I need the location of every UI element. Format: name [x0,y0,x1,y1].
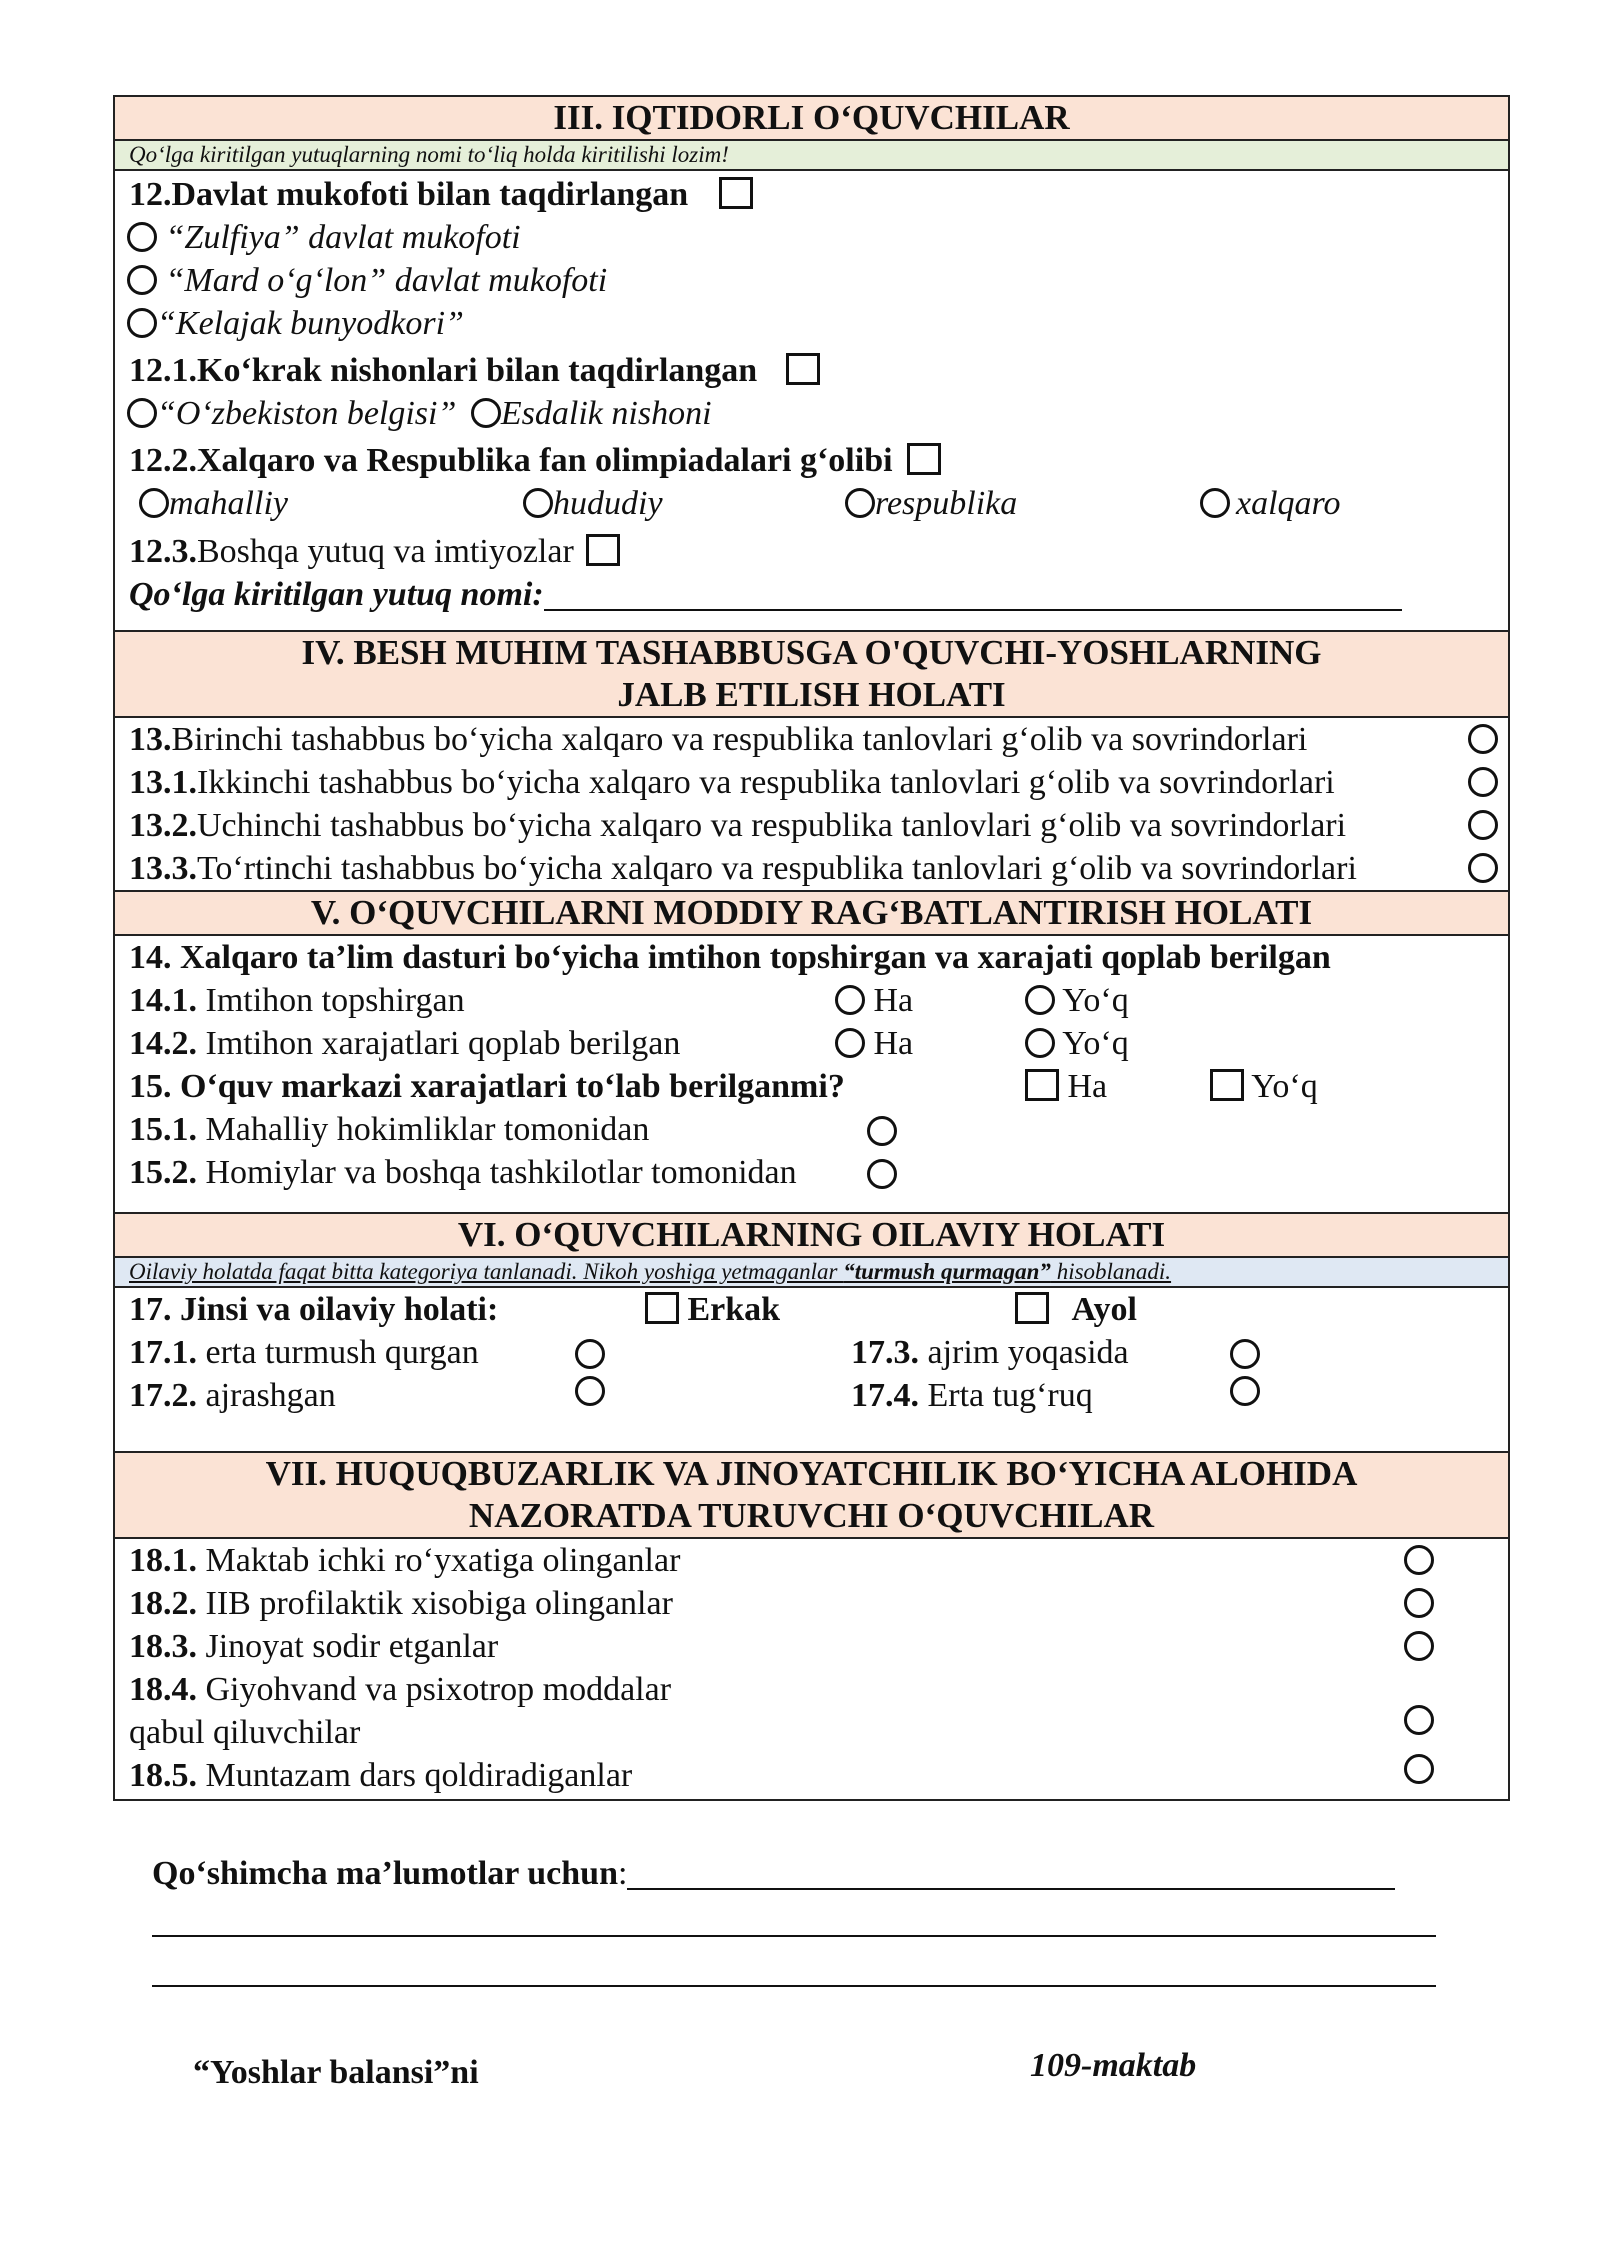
qoshimcha-line-2[interactable] [152,1935,1436,1937]
hududiy-label: hududiy [553,485,663,522]
hududiy-option [523,482,663,525]
ayol-label: Ayol [1071,1291,1137,1328]
note-text-c: hisoblanadi. [1050,1259,1172,1284]
q14-1-yoq-radio[interactable] [1025,985,1055,1015]
q18-1-radio[interactable] [1404,1545,1434,1575]
q15-ha-option [1025,1065,1107,1108]
q17-2-4-row [115,1374,1508,1451]
q17-4-number: 17.4. [851,1377,919,1414]
q18-2-row [115,1582,1508,1625]
q14-1-ha-option [835,979,913,1022]
section-v [115,890,1508,1212]
olimpiada-levels-row [115,482,1508,530]
q13-row [115,718,1508,761]
q12-3-row [115,530,1508,573]
q14-row [115,936,1508,979]
q12-1-label: 12.1.Ko‘krak nishonlari bilan taqdirlangan [129,352,758,389]
q15-1-radio[interactable] [867,1116,897,1146]
q13-radio[interactable] [1468,724,1498,754]
q15-yoq-option [1210,1065,1318,1108]
q15-1-row [115,1108,1508,1151]
q14-label: 14. Xalqaro ta’lim dasturi bo‘yicha imtihon topshirgan va xarajati qoplab berilgan [129,939,1331,976]
q14-1-yoq-option [1025,979,1129,1022]
q15-row [115,1065,1508,1108]
q12-2-label: 12.2.Xalqaro va Respublika fan olimpiadalari g‘olibi [129,442,893,479]
q12-3-number: 12.3. [129,533,197,570]
q13-1-radio[interactable] [1468,767,1498,797]
q18-1-label: Maktab ichki ro‘yxatiga olinganlar [205,1542,681,1579]
q14-2-yoq-label: Yo‘q [1062,1025,1129,1062]
q15-ha-checkbox[interactable] [1025,1069,1059,1101]
section-iii [115,97,1508,630]
opt-mard-row [115,259,1508,302]
zulfiya-label: “Zulfiya” davlat mukofoti [165,219,521,256]
q14-2-number: 14.2. [129,1025,197,1062]
q13-label: Birinchi tashabbus bo‘yicha xalqaro va respublika tanlovlari g‘olib va sovrindorlari [171,721,1308,758]
section-iv-title [115,632,1508,718]
q17-3-number: 17.3. [851,1334,919,1371]
mahalliy-option [139,482,288,525]
mahalliy-radio[interactable] [139,488,169,518]
q18-4-cont-row [115,1711,1508,1754]
q18-5-label: Muntazam dars qoldiradiganlar [205,1757,633,1794]
q18-5-number: 18.5. [129,1757,197,1794]
section-vi [115,1212,1508,1451]
q12-1-row [115,345,1508,392]
q14-2-yoq-option [1025,1022,1129,1065]
q17-2-number: 17.2. [129,1377,197,1414]
q12-checkbox[interactable] [719,177,753,209]
yoshlar-balansi-label: “Yoshlar balansi”ni [193,2054,479,2091]
q17-3-radio[interactable] [1230,1339,1260,1369]
section-vii-title-line2: NAZORATDA TURUVCHI O‘QUVCHILAR [468,1496,1155,1535]
q13-3-number: 13.3. [129,850,197,887]
q18-2-label: IIB profilaktik xisobiga olinganlar [205,1585,673,1622]
erkak-option [645,1288,780,1331]
respublika-option [845,482,1017,525]
q15-2-label: Homiylar va boshqa tashkilotlar tomonidan [205,1154,797,1191]
xalqaro-radio[interactable] [1200,488,1230,518]
q13-1-row [115,761,1508,804]
q14-2-ha-option [835,1022,913,1065]
q13-1-number: 13.1. [129,764,197,801]
q15-ha-label: Ha [1067,1068,1108,1105]
q18-2-number: 18.2. [129,1585,197,1622]
q14-2-yoq-radio[interactable] [1025,1028,1055,1058]
section-iv-title-line1: IV. BESH MUHIM TASHABBUSGA O'QUVCHI-YOSHLARNING [301,633,1322,672]
yutuq-nomi-label: Qo‘lga kiritilgan yutuq nomi: [129,576,544,613]
q14-1-label: Imtihon topshirgan [205,982,465,1019]
q18-3-row [115,1625,1508,1668]
section-iv-title-line2: JALB ETILISH HOLATI [617,675,1006,714]
form-frame [113,95,1510,1801]
opt-kelajak-row [115,302,1508,345]
q18-3-label: Jinoyat sodir etganlar [205,1628,499,1665]
opt-nishon-row [115,392,1508,435]
hududiy-radio[interactable] [523,488,553,518]
opt-zulfiya-row [115,216,1508,259]
q14-1-row [115,979,1508,1022]
q13-3-row [115,847,1508,890]
q15-1-number: 15.1. [129,1111,197,1148]
q18-1-row [115,1539,1508,1582]
q18-1-number: 18.1. [129,1542,197,1579]
q12-label: 12.Davlat mukofoti bilan taqdirlangan [129,176,689,213]
q14-1-yoq-label: Yo‘q [1062,982,1129,1019]
belgisi-radio[interactable] [127,398,157,428]
esdalik-label: Esdalik nishoni [500,395,712,432]
mard-radio[interactable] [127,265,157,295]
q14-2-ha-radio[interactable] [835,1028,865,1058]
qoshimcha-colon: : [617,1855,628,1892]
q12-3-label: Boshqa yutuq va imtiyozlar [197,533,574,570]
erkak-checkbox[interactable] [645,1292,679,1324]
mahalliy-label: mahalliy [169,485,288,522]
q13-1-label: Ikkinchi tashabbus bo‘yicha xalqaro va respublika tanlovlari g‘olib va sovrindorlari [197,764,1335,801]
q17-2-radio[interactable] [575,1376,605,1406]
respublika-radio[interactable] [845,488,875,518]
respublika-label: respublika [875,485,1018,522]
q18-4-radio[interactable] [1404,1705,1434,1735]
q12-row [115,171,1508,216]
ayol-option [1015,1288,1137,1331]
q12-3-checkbox[interactable] [586,534,620,566]
q17-1-radio[interactable] [575,1339,605,1369]
q13-2-number: 13.2. [129,807,197,844]
q17-2-label: ajrashgan [205,1377,336,1414]
q18-3-radio[interactable] [1404,1631,1434,1661]
q14-2-row [115,1022,1508,1065]
section-iii-note: Qo‘lga kiritilgan yutuqlarning nomi to‘liq holda kiritilishi lozim! [115,141,1508,171]
q17-4-radio[interactable] [1230,1376,1260,1406]
note-text-b: “turmush qurmagan” [843,1259,1051,1284]
yutuq-nomi-row [115,573,1508,630]
section-vi-title: VI. O‘QUVCHILARNING OILAVIY HOLATI [115,1214,1508,1258]
esdalik-radio[interactable] [471,398,501,428]
q14-1-number: 14.1. [129,982,197,1019]
q17-row [115,1288,1508,1331]
q18-2-radio[interactable] [1404,1588,1434,1618]
q13-2-row [115,804,1508,847]
section-vi-note [115,1258,1508,1288]
q12-2-checkbox[interactable] [907,443,941,475]
ayol-checkbox[interactable] [1015,1292,1049,1324]
q18-5-row [115,1754,1508,1799]
q18-4-cont-label: qabul qiluvchilar [129,1714,361,1751]
q15-label: 15. O‘quv markazi xarajatlari to‘lab berilganmi? [129,1068,845,1105]
q13-2-label: Uchinchi tashabbus bo‘yicha xalqaro va respublika tanlovlari g‘olib va sovrindorlari [197,807,1347,844]
section-v-title: V. O‘QUVCHILARNI MODDIY RAG‘BATLANTIRISH HOLATI [115,892,1508,936]
q14-2-label: Imtihon xarajatlari qoplab berilgan [205,1025,681,1062]
q17-3-label: ajrim yoqasida [927,1334,1129,1371]
qoshimcha-label: Qo‘shimcha ma’lumotlar uchun [152,1855,618,1892]
q18-5-radio[interactable] [1404,1754,1434,1784]
q15-2-row [115,1151,1508,1212]
q13-2-radio[interactable] [1468,810,1498,840]
q17-4-label: Erta tug‘ruq [927,1377,1093,1414]
q12-1-checkbox[interactable] [786,353,820,385]
q17-label: 17. Jinsi va oilaviy holati: [129,1291,499,1328]
xalqaro-label: xalqaro [1236,485,1341,522]
maktab-label: 109-maktab [1030,2047,1197,2084]
qoshimcha-line-3[interactable] [152,1985,1436,1987]
yutuq-nomi-field[interactable] [544,575,1402,611]
erkak-label: Erkak [687,1291,781,1328]
kelajak-radio[interactable] [127,308,157,338]
q13-number: 13. [129,721,172,758]
q17-1-label: erta turmush qurgan [205,1334,479,1371]
q17-1-3-row [115,1331,1508,1374]
qoshimcha-row [152,1854,1395,1893]
q14-1-ha-label: Ha [873,982,914,1019]
zulfiya-radio[interactable] [127,222,157,252]
section-iv [115,630,1508,890]
q15-1-label: Mahalliy hokimliklar tomonidan [205,1111,650,1148]
q17-4-item [851,1374,1093,1417]
q18-3-number: 18.3. [129,1628,197,1665]
belgisi-label: “O‘zbekiston belgisi” [157,395,457,432]
section-vii-title [115,1453,1508,1539]
q13-3-radio[interactable] [1468,853,1498,883]
q18-4-row [115,1668,1508,1711]
q13-3-label: To‘rtinchi tashabbus bo‘yicha xalqaro va respublika tanlovlari g‘olib va sovrindorlari [197,850,1357,887]
section-vii [115,1451,1508,1799]
mard-label: “Mard o‘g‘lon” davlat mukofoti [165,262,608,299]
note-text-a: Oilaviy holatda faqat bitta kategoriya tanlanadi. Nikoh yoshiga yetmaganlar [129,1259,844,1284]
q15-yoq-label: Yo‘q [1251,1068,1318,1105]
q17-3-item [851,1331,1129,1374]
q14-1-ha-radio[interactable] [835,985,865,1015]
q18-4-label: Giyohvand va psixotrop moddalar [205,1671,672,1708]
section-iii-title: III. IQTIDORLI O‘QUVCHILAR [115,97,1508,141]
q15-2-radio[interactable] [867,1159,897,1189]
qoshimcha-field[interactable] [627,1854,1395,1890]
questionnaire-page [113,95,1510,1801]
xalqaro-option [1200,482,1341,525]
q15-yoq-checkbox[interactable] [1210,1069,1244,1101]
kelajak-label: “Kelajak bunyodkori” [157,305,464,342]
q18-4-number: 18.4. [129,1671,197,1708]
q17-1-number: 17.1. [129,1334,197,1371]
q14-2-ha-label: Ha [873,1025,914,1062]
q12-2-row [115,435,1508,482]
q15-2-number: 15.2. [129,1154,197,1191]
section-vii-title-line1: VII. HUQUQBUZARLIK VA JINOYATCHILIK BO‘YICHA ALOHIDA [265,1454,1358,1493]
